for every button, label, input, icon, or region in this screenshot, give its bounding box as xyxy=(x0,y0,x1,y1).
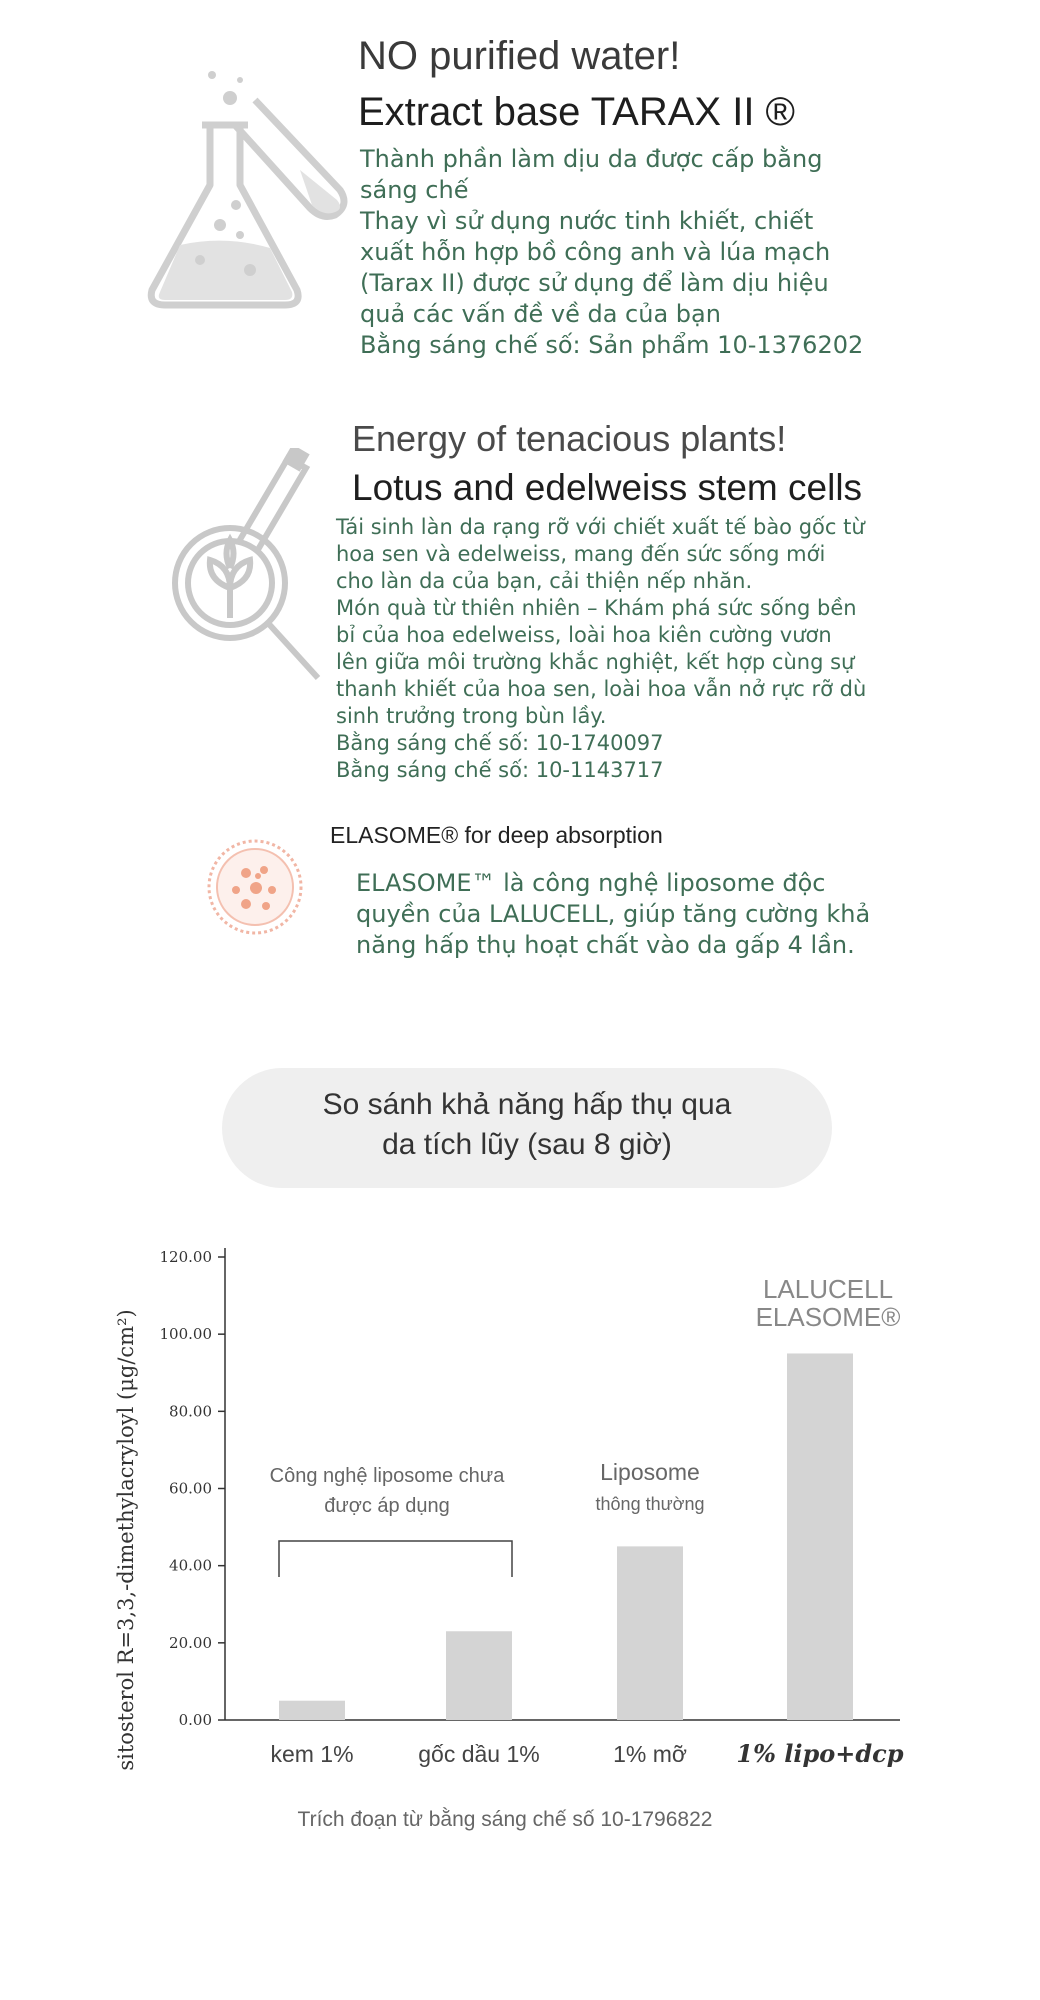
section2-title: Energy of tenacious plants! xyxy=(352,418,787,459)
chart-title-line2: da tích lũy (sau 8 giờ) xyxy=(382,1128,672,1161)
liposome-label-line1: Liposome xyxy=(600,1459,700,1485)
liposome-icon xyxy=(206,838,304,936)
bar xyxy=(279,1701,345,1720)
y-tick-label: 120.00 xyxy=(159,1248,212,1266)
y-tick-label: 80.00 xyxy=(169,1402,212,1421)
flask-icon xyxy=(140,70,350,320)
section1-subtitle: Extract base TARAX II ® xyxy=(358,90,796,134)
x-category-label: 1% lipo+dcp xyxy=(736,1739,904,1768)
y-tick-label: 100.00 xyxy=(159,1325,212,1344)
y-axis-label: sitosterol R=3,3,-dimethylacryloyl (μg/cm²) xyxy=(114,1309,138,1771)
bracket xyxy=(279,1541,512,1577)
bar xyxy=(617,1546,683,1720)
bracket-label-line2: được áp dụng xyxy=(324,1495,450,1517)
bracket-label-line1: Công nghệ liposome chưa xyxy=(269,1465,505,1487)
chart-title-line1: So sánh khả năng hấp thụ qua xyxy=(322,1088,732,1121)
section3-title: ELASOME® for deep absorption xyxy=(330,822,663,848)
y-tick-label: 40.00 xyxy=(169,1556,212,1575)
footer-note: Trích đoạn từ bằng sáng chế số 10-1796822 xyxy=(297,1808,713,1831)
section3-body: ELASOME™ là công nghệ liposome độc quyền của LALUCELL, giúp tăng cường khả năng hấp thụ hoạt chất vào da gấp 4 lần. xyxy=(356,869,871,959)
section1-body: Thành phần làm dịu da được cấp bằng sáng chế Thay vì sử dụng nước tinh khiết, chiết xuất hỗn hợp bồ công anh và lúa mạch (Tarax II) được sử dụng để làm dịu hiệu quả các vấn đề về da của bạn Bằng sáng chế số: Sản phẩm 10-1376202 xyxy=(360,145,864,359)
x-category-label: gốc dầu 1% xyxy=(418,1741,540,1767)
section2-body: Tái sinh làn da rạng rỡ với chiết xuất tế bào gốc từ hoa sen và edelweiss, mang đến sức sống mới cho làn da của bạn, cải thiện nếp nhăn. Món quà từ thiên nhiên – Khám phá sức sống bền bỉ của hoa edelweiss, loài hoa kiên cường vươn lên giữa môi trường khắc nghiệt, kết hợp cùng sự thanh khiết của hoa sen, loài hoa vẫn nở rực rỡ dù sinh trưởng trong bùn lầy. Bằng sáng chế số: 10-1740097 Bằng sáng chế số: 10-1143717 xyxy=(336,515,867,782)
y-tick-label: 0.00 xyxy=(178,1711,212,1729)
section2-subtitle: Lotus and edelweiss stem cells xyxy=(352,467,863,508)
bar xyxy=(787,1353,853,1720)
y-tick-label: 20.00 xyxy=(169,1633,212,1652)
dropper-plant-icon xyxy=(168,448,328,688)
bar-chart xyxy=(0,1200,1040,1800)
x-category-label: kem 1% xyxy=(270,1741,354,1767)
lalucell-label-line1: LALUCELL xyxy=(762,1274,894,1304)
section1-title: NO purified water! xyxy=(358,34,681,78)
liposome-label-line2: thông thường xyxy=(595,1494,705,1514)
x-category-label: 1% mỡ xyxy=(613,1741,687,1767)
bar xyxy=(446,1631,512,1720)
y-tick-label: 60.00 xyxy=(169,1479,212,1498)
lalucell-label-line2: ELASOME® xyxy=(755,1302,901,1332)
